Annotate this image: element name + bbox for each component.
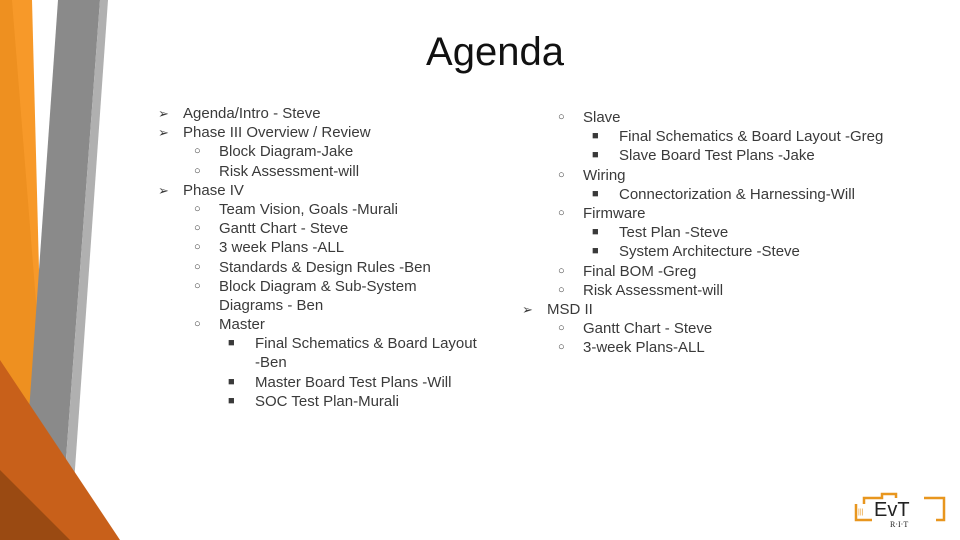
square-bullet-icon: ■: [592, 245, 599, 258]
agenda-item-text: Phase III Overview / Review: [183, 124, 371, 142]
agenda-item: [158, 392, 508, 411]
logo-frame-right: [924, 498, 944, 520]
agenda-item-text: Master Board Test Plans -Will: [255, 373, 452, 391]
circle-bullet-icon: ○: [194, 260, 201, 273]
agenda-item-text: Team Vision, Goals -Murali: [219, 200, 398, 218]
arrow-bullet-icon: ➢: [522, 301, 533, 317]
logo-bars: |||: [858, 509, 864, 516]
agenda-item: [158, 334, 508, 353]
agenda-item: [522, 223, 932, 242]
agenda-item-text: System Architecture -Steve: [619, 243, 800, 261]
agenda-item-text: MSD II: [547, 300, 593, 318]
circle-bullet-icon: ○: [194, 279, 201, 292]
slide-title: Agenda: [426, 30, 564, 74]
circle-bullet-icon: ○: [194, 202, 201, 215]
agenda-item-text: Master: [219, 316, 265, 334]
circle-bullet-icon: ○: [558, 111, 565, 123]
agenda-item-text: Test Plan -Steve: [619, 224, 729, 242]
circle-bullet-icon: ○: [558, 283, 565, 296]
agenda-item: [522, 146, 932, 165]
agenda-item-text: Slave: [583, 109, 621, 126]
agenda-item-text: Block Diagram-Jake: [219, 143, 354, 161]
agenda-item-text: Final BOM -Greg: [583, 262, 697, 280]
agenda-item: [158, 181, 508, 200]
square-bullet-icon: ■: [592, 187, 599, 200]
agenda-item-text: Final Schematics & Board Layout: [255, 335, 477, 353]
circle-bullet-icon: ○: [194, 145, 201, 158]
agenda-item-text: Gantt Chart - Steve: [583, 320, 713, 338]
agenda-item: [158, 142, 508, 161]
agenda-item-text: Firmware: [583, 204, 646, 222]
agenda-item-text: Phase IV: [183, 181, 244, 199]
agenda-item-text: Agenda/Intro - Steve: [183, 105, 321, 122]
circle-bullet-icon: ○: [558, 322, 565, 335]
agenda-item: [158, 200, 508, 219]
agenda-item: [522, 127, 932, 146]
agenda-item: [158, 277, 508, 296]
agenda-item: [522, 281, 932, 300]
agenda-item: [522, 300, 932, 319]
arrow-bullet-icon: ➢: [158, 125, 169, 141]
square-bullet-icon: ■: [592, 149, 599, 162]
square-bullet-icon: ■: [228, 394, 235, 407]
agenda-item: [158, 353, 508, 372]
circle-bullet-icon: ○: [558, 264, 565, 277]
evt-logo: [852, 490, 952, 530]
agenda-item-text: Slave Board Test Plans -Jake: [619, 147, 815, 165]
arrow-bullet-icon: ➢: [158, 106, 169, 121]
agenda-item-text: Diagrams - Ben: [219, 296, 324, 314]
agenda-item-text: Block Diagram & Sub-System: [219, 277, 417, 295]
square-bullet-icon: ■: [592, 226, 599, 239]
circle-bullet-icon: ○: [558, 168, 565, 181]
agenda-item: [158, 296, 508, 315]
circle-bullet-icon: ○: [194, 222, 201, 235]
agenda-item-text: Final Schematics & Board Layout -Greg: [619, 128, 884, 146]
agenda-item-text: Standards & Design Rules -Ben: [219, 258, 431, 276]
circle-bullet-icon: ○: [558, 341, 565, 354]
agenda-item: [522, 108, 932, 127]
agenda-item-text: Connectorization & Harnessing-Will: [619, 185, 855, 203]
circle-bullet-icon: ○: [194, 241, 201, 254]
agenda-item-text: Risk Assessment-will: [583, 281, 724, 299]
square-bullet-icon: ■: [228, 337, 235, 350]
agenda-item-text: Risk Assessment-will: [219, 162, 360, 180]
agenda-item-text: -Ben: [255, 354, 287, 372]
agenda-item: [522, 204, 932, 223]
arrow-bullet-icon: ➢: [158, 182, 169, 198]
agenda-item-text: Gantt Chart - Steve: [219, 220, 349, 238]
circle-bullet-icon: ○: [194, 318, 201, 331]
agenda-item-text: Wiring: [583, 166, 626, 184]
square-bullet-icon: ■: [228, 375, 235, 388]
agenda-item: [522, 242, 932, 261]
square-bullet-icon: ■: [592, 130, 599, 143]
agenda-item: [158, 258, 508, 277]
agenda-item: [158, 104, 508, 123]
agenda-item: [158, 219, 508, 238]
logo-subtext: R·I·T: [890, 520, 909, 529]
agenda-item: [522, 262, 932, 281]
agenda-item-text: SOC Test Plan-Murali: [255, 392, 399, 410]
circle-bullet-icon: ○: [558, 206, 565, 219]
agenda-item: [158, 315, 508, 334]
agenda-right-column: [522, 108, 932, 357]
agenda-item: [522, 166, 932, 185]
logo-wordmark: EvT: [874, 499, 910, 521]
agenda-item: [522, 185, 932, 204]
agenda-item: [522, 338, 932, 357]
circle-bullet-icon: ○: [194, 164, 201, 177]
agenda-item-text: 3 week Plans -ALL: [219, 239, 345, 257]
decorative-stripes: [0, 0, 130, 540]
agenda-item: [522, 319, 932, 338]
agenda-item-text: 3-week Plans-ALL: [583, 339, 705, 357]
agenda-item: [158, 373, 508, 392]
agenda-item: [158, 238, 508, 257]
agenda-item: [158, 123, 508, 142]
agenda-left-column: [158, 104, 508, 411]
agenda-item: [158, 162, 508, 181]
